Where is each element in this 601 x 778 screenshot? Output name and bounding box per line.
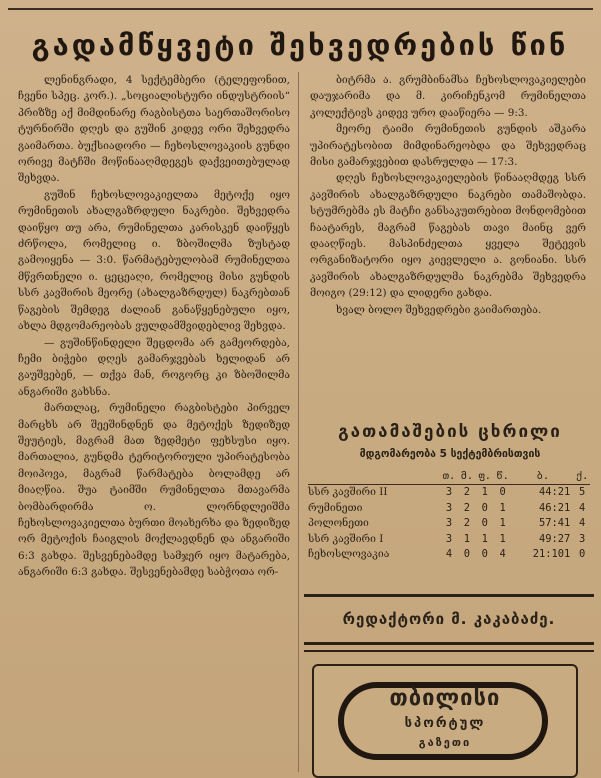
score-diff: 46:21 [538,501,571,514]
wins: 2 [463,501,471,514]
article-paragraph: ბიტრმა ა. გრუმბინამსა ჩეხოსლოვაკიელები დაუჯარიმა და მ. კირიჩენკომ რუმინელთა კოლექტივს კიდევ ურო დააწიერა — 9:3. [310,74,586,119]
article-paragraph: გუშინ ჩეხოსლოვაკიელთა მეტოქე იყო რუმინეთის ახალგაზრდული ნაკრები. შეხვედრა დაიწყო თუ არა, რუმინელთა კარისკენ დაიწყეს ძრწოლა, რომელიც ი. ზბოშილმა ზუსტად გამოიყენა — 3:0. წარმატებულობამ რუმინელთა მწვრთნელი ი. ცეცეაღი, რომელიც მისი გუნდის სსრ კავშირის მეორე (ახალგაზრდულ) ნაკრებთან წაგების შემდეგ ძალიან განაწყენებული იყო, ახლა მდგომარეობას ვულდამშვიდებლივ შეხვდა. [18,188,290,333]
wins: 1 [463,532,471,545]
article-paragraph: — გუშინწინდელი შეცდომა არ გამეორდება, ჩემი ბიჭები დღეს გამარჯვებას ხელიდან არ გაუშვებენ, — თქვა მან, როგორც კი ზბოშილმა ანგარიში გახსნა. [18,336,290,398]
standings-header-cell: თ. [442,470,456,482]
divider-rule [304,594,594,597]
losses: 1 [499,517,506,529]
games-played: 4 [445,548,453,560]
losses: 1 [499,532,506,545]
logo-caption: გაზეთი [418,736,472,749]
team-name: პოლონეთი [308,517,369,529]
points: 0 [579,548,586,560]
score-diff: 21:101 [532,548,571,560]
article-paragraph: ხვალ ბოლო შეხვედრები გაიმართება. [336,303,542,316]
divider-rule [304,650,594,652]
losses: 1 [499,501,506,514]
team-name: სსრ კავშირი I [308,532,384,545]
games-played: 3 [445,532,453,545]
team-name: სსრ კავშირი II [308,486,388,498]
points: 3 [579,532,586,545]
table-row [308,501,590,517]
column-divider [298,72,299,772]
article-paragraph: მართლაც, რუმინელი რაგბისტები პირველ მარცხს არ შეეშინდნენ და მეტოქეს ზედიზედ შეუტიეს, მაგრამ მათ ზედმეტი ფეხსუსი იყო. მართალია, გუნდმა ტერიტორიული უპირატესობა მოიპოვა, მაგრამ წარმატება ბოლამდე არ მიაღწია. შუა ტაიმში რუმინელთა მთავარმა ბომბარდირმა ო. ლორნდლეიშმა ჩეხოსლოვაკიელთა ბურთი მოახერხა და ზედიზედ ორ მეტოქის ჩაიგლის მოქლავდნენ და ანგარიში 6:3 გახდა. შესვენებამდე სამჯერ იყო მატარება, ანგარიში 6:3 გახდა. შესვენებამდე საბჭოთა ორ- [18,402,290,579]
article-left-column [18,72,290,772]
article-paragraph: ლენინგრადი, 4 სექტემბერი (ტელეფონით, ჩვენი სპეც. კორ.). „სოციალისტური ინდუსტრიის“ პრიზზე აქ მიმდინარე რაგბისტთა საერთაშორისო ტურნირში დღეს და გუშინ კიდევ ორი შეხვედრა გაიმართა. ბუქსიადორი — ჩეხოსლოვაკიის გუნდი ორივე მატჩში მოწინააღმდეგეს დაქვეითებულად შეხვდა. [18,74,290,185]
wins: 2 [463,486,471,498]
games-played: 3 [445,517,453,529]
logo-title: თბილისი [389,686,501,711]
draws: 0 [481,548,488,560]
draws: 1 [481,486,488,498]
divider-rule [304,642,594,645]
standings-subtitle: მდგომარეობა 5 სექტემბრისთვის [359,448,541,460]
article-right-column [310,72,586,402]
team-name: ჩეხოსლოვაკია [308,548,390,560]
standings-header-cell: ფ. [478,470,492,482]
games-played: 3 [445,486,453,498]
losses: 4 [499,548,506,560]
wins: 2 [463,517,471,529]
wins: 0 [463,548,471,560]
games-played: 3 [445,501,453,514]
draws: 0 [481,517,488,529]
table-row [308,547,590,563]
standings-header-cell: ბ. [536,470,550,482]
editor-credit: რედაქტორი მ. კაკაბაძე. [342,610,556,628]
article-paragraph: მეორე ტაიმი რუმინეთის გუნდის აშკარა უპირატესობით მიმდინარეობდა და შეხვედრაც მისი გამარჯვებით დასრულდა — 17:3. [310,123,586,169]
logo-subtitle: სპორტულ [404,716,486,731]
score-diff: 49:27 [538,532,571,545]
score-diff: 44:21 [538,486,571,498]
standings-header-cell: წ. [496,470,509,482]
table-row [308,485,590,501]
standings-header-cell: ქ. [575,470,589,482]
newspaper-logo [312,664,578,778]
article-paragraph: დღეს ჩეხოსლოვაკიელების წინააღმდეგ სსრ კავშირის ახალგაზრდული ნაკრები თამაშობდა. სტუმრებმა ეს მატჩი განსაკუთრებით მონდომებით ჩაატარეს, მაგრამ წაგებას თავი მაინც ვერ დააღწიეს. მასპინძელთა ყველა შეტევის ორგანიზატორი იყო კიევლელი ა. გონიანი. სსრ კავშირის ახალგაზრდულმა ნაკრებმა შეხვედრა მოიგო (29:12) და ლიდერი გახდა. [310,172,586,300]
standings-header-cell: მ. [460,470,474,482]
standings-header-cell [308,468,440,485]
standings-table [308,468,590,563]
headline: გადამწყვეტი შეხვედრების წინ [31,28,569,62]
table-row [308,516,590,532]
points: 5 [579,486,586,498]
points: 4 [579,517,586,529]
score-diff: 57:41 [538,517,571,529]
top-rule [8,8,593,10]
team-name: რუმინეთი [308,501,363,514]
standings-title: გათამაშების ცხრილი [338,422,562,442]
draws: 0 [481,501,488,514]
standings-header-row [308,468,590,485]
draws: 1 [481,532,488,545]
losses: 0 [499,486,506,498]
table-row [308,532,590,548]
points: 4 [579,501,586,514]
